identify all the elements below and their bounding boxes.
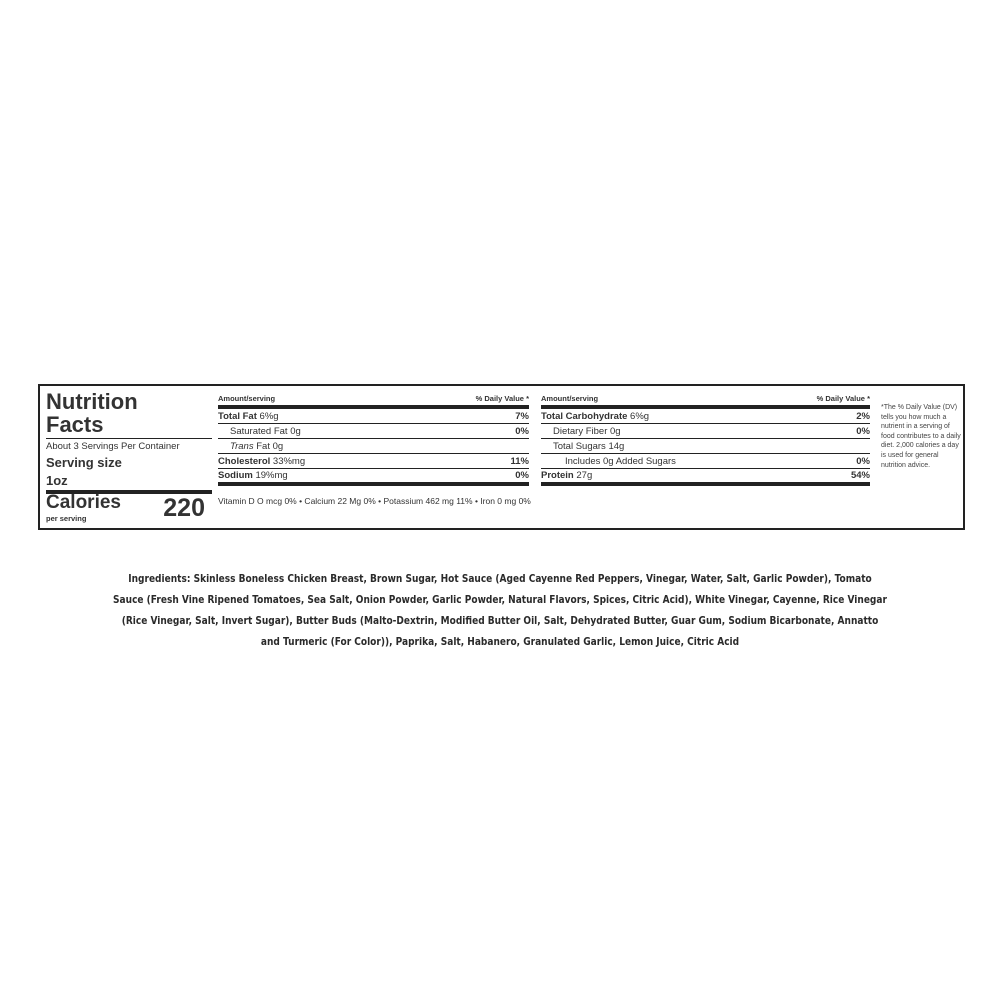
nutrient-row-cholesterol [218,454,529,469]
nutrient-dv: 7% [515,410,529,422]
nutrient-dv: 0% [515,425,529,437]
nutrient-name: Total Sugars 14g [553,440,625,452]
daily-value-header: % Daily Value * [816,394,870,403]
title-line-1: Nutrition [46,389,138,414]
nutrient-name: Sodium 19%mg [218,470,288,481]
nutrient-row-protein [541,469,870,486]
nutrient-row-dietary-fiber [541,424,870,439]
nutrient-row-trans-fat [218,439,529,454]
column-header [541,394,870,405]
nutrient-name: Total Carbohydrate 6%g [541,410,650,422]
vitamins-minerals: Vitamin D O mcg 0% • Calcium 22 Mg 0% • Potassium 462 mg 11% • Iron 0 mg 0% [218,496,531,506]
divider [46,438,212,439]
nutrient-name: Cholesterol 33%mg [218,455,306,467]
label-title [46,390,138,436]
amount-header: Amount/serving [218,394,276,403]
ingredients-list: Ingredients: Skinless Boneless Chicken Breast, Brown Sugar, Hot Sauce (Aged Cayenne Red Peppers, Vinegar, Water, Salt, Garlic Powder), Tomato Sauce (Fresh Vine Ripened Tomatoes, Sea Salt, Onion Powder, Garlic Powder, Natural Flavors, Spices, Citric Acid), White Vinegar, Cayenne, Rice Vinegar (Rice Vinegar, Salt, Invert Sugar), Butter Buds (Malto-Dextrin, Modified Butter Oil, Salt, Dehydrated Butter, Guar Gum, Sodium Bicarbonate, Annatto and Turmeric (For Color)), Paprika, Salt, Habanero, Granulated Garlic, Lemon Juice, Citric Acid [113,572,887,648]
daily-value-header: % Daily Value * [475,394,529,403]
nutrient-name: Trans Fat 0g [230,440,284,452]
nutrient-row-saturated-fat [218,424,529,439]
nutrient-column-left [218,394,529,486]
nutrient-dv: 54% [850,470,870,481]
nutrient-row-total-carbohydrate [541,409,870,424]
calories-value: 220 [163,494,205,522]
nutrient-dv: 0% [856,455,870,467]
calories-sub-label: per serving [46,514,87,523]
nutrient-dv: 11% [510,455,529,467]
amount-header: Amount/serving [541,394,599,403]
serving-size-label: Serving size [46,455,122,470]
nutrient-row-sodium [218,469,529,486]
title-line-2: Facts [46,412,104,437]
nutrient-column-right [541,394,870,486]
nutrient-dv: 0% [856,425,870,437]
nutrient-dv: 2% [856,410,870,422]
serving-size-value: 1oz [46,473,68,488]
nutrient-name: Includes 0g Added Sugars [565,455,676,467]
column-header [218,394,529,405]
nutrient-name: Total Fat 6%g [218,410,279,422]
servings-per-container: About 3 Servings Per Container [46,441,180,452]
calories-label: Calories [46,492,121,513]
nutrient-name: Protein 27g [541,470,593,481]
nutrition-facts-label [38,384,965,530]
nutrient-row-total-sugars [541,439,870,454]
nutrient-row-total-fat [218,409,529,424]
nutrient-row-added-sugars [541,454,870,469]
nutrient-dv: 0% [515,470,529,481]
nutrient-name: Dietary Fiber 0g [553,425,621,437]
nutrient-name: Saturated Fat 0g [230,425,301,437]
daily-value-footnote: *The % Daily Value (DV) tells you how much a nutrient in a serving of food contributes to a daily diet. 2,000 calories a day is used for general nutrition advice. [881,404,961,469]
